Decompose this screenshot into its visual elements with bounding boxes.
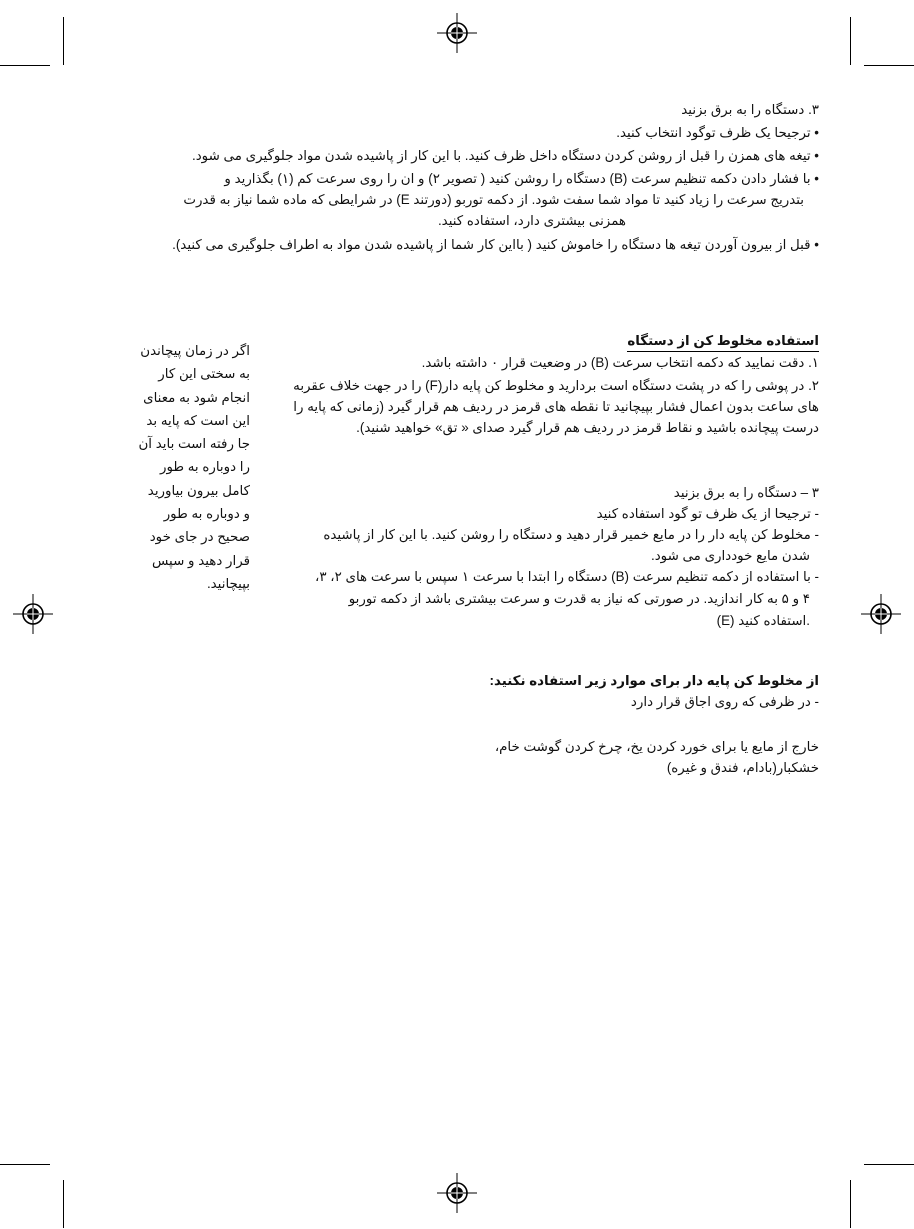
dash-item: - با استفاده از دکمه تنظیم سرعت (B) دستگاه را ابتدا با سرعت ۱ سپس با سرعت های ۲، ۳، <box>314 569 819 584</box>
dash-continuation: شدن مایع خودداری می شود. <box>650 548 810 563</box>
numbered-item: ۲. در پوشی را که در پشت دستگاه است بردارید و مخلوط کن پایه دار(F) را در جهت خلاف عقربه <box>293 378 819 393</box>
warning-item: خشکبار(بادام، فندق و غیره) <box>666 760 819 775</box>
bullet-item: • ترجیحا یک ظرف توگود انتخاب کنید. <box>616 125 819 140</box>
step-3-heading: ۳ – دستگاه را به برق بزنید <box>673 485 819 500</box>
registration-mark-icon <box>13 594 53 634</box>
numbered-item: ۱. دقت نمایید که دکمه انتخاب سرعت (B) در وضعیت قرار ۰ داشته باشد. <box>421 355 819 370</box>
crop-mark <box>850 17 851 65</box>
bullet-item: • تیغه های همزن را قبل از روشن کردن دستگاه داخل ظرف کنید. با این کار از پاشیده شدن مواد جلوگیری می شود. <box>192 148 819 163</box>
registration-mark-icon <box>437 13 477 53</box>
crop-mark <box>0 1164 50 1165</box>
crop-mark <box>864 1164 914 1165</box>
dash-continuation: (E) استفاده کنید. <box>716 613 810 628</box>
numbered-continuation: درست پیچانده باشید و نقاط قرمز در ردیف هم قرار گیرد صدای « تق» خواهید شنید). <box>356 420 819 435</box>
side-note <box>138 339 250 595</box>
side-note-line: انجام شود به معنای <box>143 389 250 405</box>
dash-item: - مخلوط کن پایه دار را در مایع خمیر قرار دهید و دستگاه را روشن کنید. با این کار از پاشیده <box>323 527 819 542</box>
bullet-continuation: همزنی بیشتری دارد، استفاده کنید. <box>437 213 626 228</box>
crop-mark <box>63 1180 64 1228</box>
warning-item: خارج از مایع یا برای خورد کردن یخ، چرخ کردن گوشت خام، <box>494 739 819 754</box>
crop-mark <box>850 1180 851 1228</box>
side-note-line: این است که پایه بد <box>146 412 250 428</box>
crop-mark <box>63 17 64 65</box>
side-note-line: اگر در زمان پیچاندن <box>140 343 250 358</box>
step-3-heading: ۳. دستگاه را به برق بزنید <box>681 102 819 117</box>
side-note-line: صحیح در جای خود <box>149 529 250 545</box>
side-note-line: به سختی این کار <box>158 366 250 382</box>
side-note-line: کامل بیرون بیاورید <box>147 482 250 498</box>
warning-item: - در ظرفی که روی اجاق قرار دارد <box>630 694 819 709</box>
crop-mark <box>0 65 50 66</box>
numbered-continuation: های ساعت بدون اعمال فشار بپیچانید تا نقطه های قرمز در ردیف هم قرار گیرد (زمانی که پایه را <box>293 399 819 414</box>
crop-mark <box>864 65 914 66</box>
dash-continuation: ۴ و ۵ به کار اندازید. در صورتی که نیاز به قدرت و سرعت بیشتری باشد از دکمه توربو <box>348 591 810 606</box>
bullet-item: • قبل از بیرون آوردن تیغه ها دستگاه را خاموش کنید ( بااین کار شما از پاشیده شدن مواد به اطراف جلوگیری می کنید). <box>172 237 819 252</box>
registration-mark-icon <box>861 594 901 634</box>
registration-mark-icon <box>437 1173 477 1213</box>
dash-item: - ترجیحا از یک ظرف تو گود استفاده کنید <box>596 506 819 521</box>
side-note-line: جا رفته است باید آن <box>138 436 250 452</box>
section-title <box>627 331 819 352</box>
side-note-line: بپیچانید. <box>206 575 250 591</box>
bullet-continuation: بتدریج سرعت را زیاد کنید تا مواد شما سفت شود. از دکمه توربو (دورتند E) در شرایطی که ماده شما نیاز به قدرت <box>183 192 804 207</box>
warning-title: از مخلوط کن پایه دار برای موارد زیر استفاده نکنید: <box>489 673 819 688</box>
side-note-line: قرار دهید و سپس <box>151 552 250 568</box>
side-note-line: و دوباره به طور <box>163 506 250 522</box>
bullet-item: • با فشار دادن دکمه تنظیم سرعت (B) دستگاه را روشن کنید ( تصویر ۲) و ان را روی سرعت کم (۱) بگذارید و <box>224 171 819 186</box>
section-title-text: استفاده مخلوط کن از دستگاه <box>627 331 819 352</box>
side-note-line: را دوباره به طور <box>159 459 250 475</box>
